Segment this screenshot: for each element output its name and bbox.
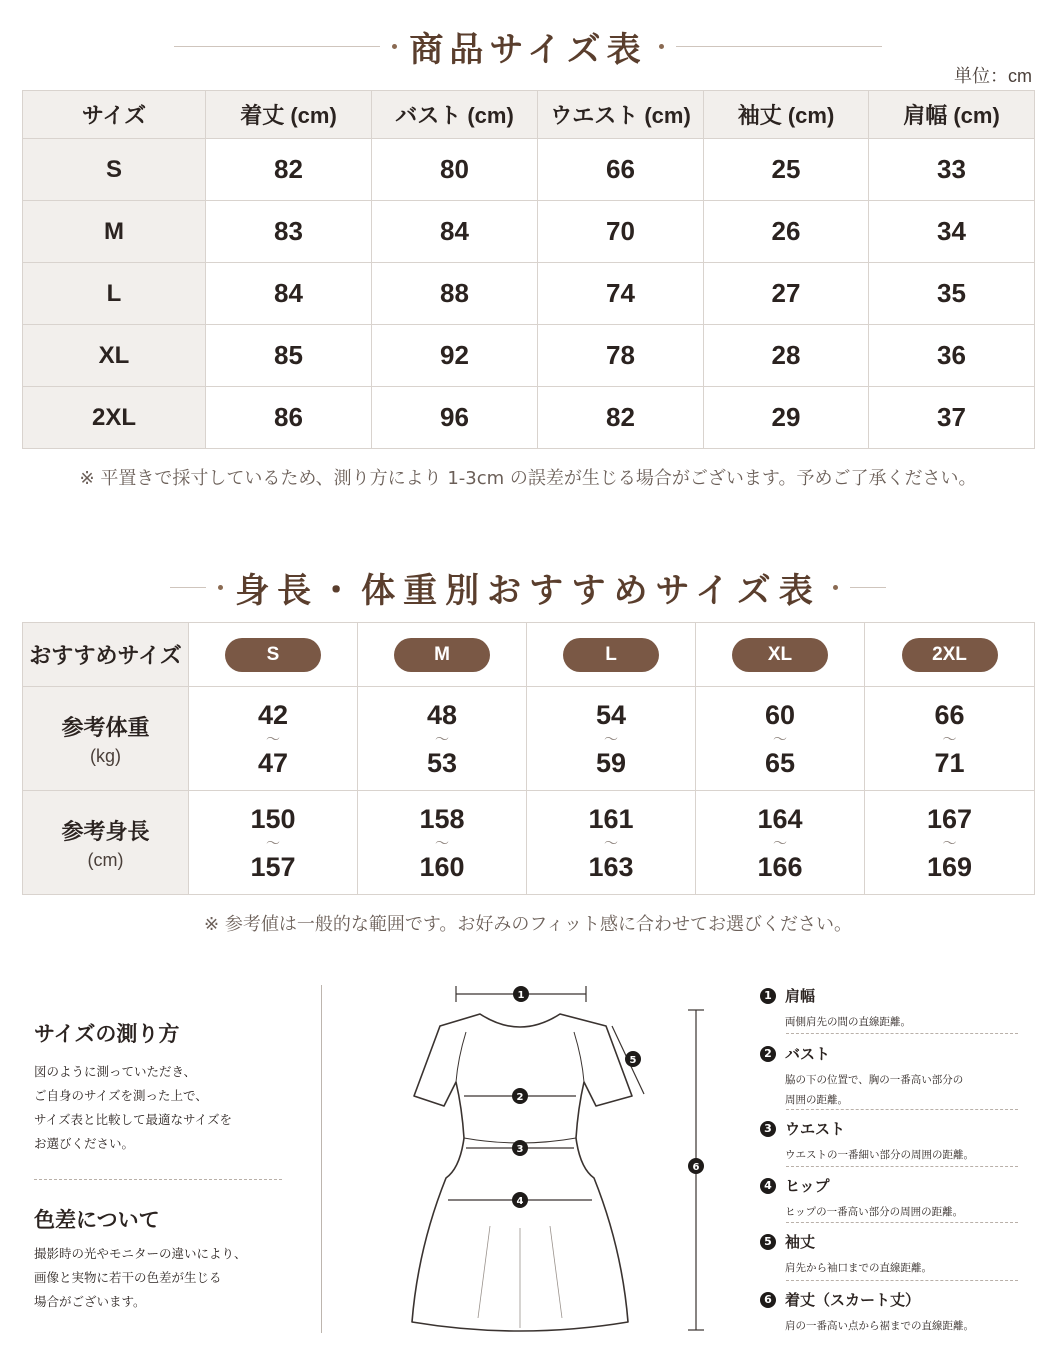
table-cell: 80: [372, 139, 538, 201]
divider: [786, 1109, 1018, 1110]
range-max: 166: [757, 851, 803, 882]
range-separator: ～: [773, 730, 787, 747]
divider: [34, 1179, 282, 1180]
table-cell: 96: [372, 387, 538, 449]
range-separator: ～: [604, 730, 618, 747]
range-separator: ～: [435, 730, 449, 747]
header-cell: ウエスト (cm): [538, 91, 704, 139]
divider: [174, 46, 380, 47]
table-cell: 85: [206, 325, 372, 387]
size-label: 2XL: [23, 387, 206, 449]
table-cell: 29: [704, 387, 869, 449]
table-header-row: [23, 91, 1035, 139]
divider: [786, 1166, 1018, 1167]
range-cell: [865, 791, 1035, 895]
divider: [850, 587, 886, 588]
table-row: [23, 139, 1035, 201]
legend-desc: 両側肩先の間の直線距離。: [785, 1016, 911, 1028]
range-cell: [696, 687, 865, 791]
legend-item: [760, 1289, 1020, 1336]
table-cell: 28: [704, 325, 869, 387]
range-min: 48: [426, 699, 458, 730]
marker-1-icon: [513, 986, 529, 1002]
table-row: [23, 263, 1035, 325]
recommend-title: 身長・体重別おすすめサイズ表: [235, 570, 821, 611]
legend-title: バスト: [785, 1045, 831, 1063]
range-cell: [358, 791, 527, 895]
table-cell: 83: [206, 201, 372, 263]
range-separator: ～: [435, 834, 449, 851]
table-cell: 82: [538, 387, 704, 449]
marker-label: 2: [516, 1092, 524, 1103]
range-cell: [696, 791, 865, 895]
legend-title: 肩幅: [785, 987, 816, 1005]
marker-5-icon: [625, 1051, 641, 1067]
header-cell: バスト (cm): [372, 91, 538, 139]
legend-item: [760, 985, 1020, 1032]
header-cell: サイズ: [23, 91, 206, 139]
range-separator: ～: [266, 834, 280, 851]
table-cell: 36: [869, 325, 1035, 387]
range-separator: ～: [604, 834, 618, 851]
legend-item: [760, 1175, 1020, 1222]
size-label: M: [23, 201, 206, 263]
divider: [676, 46, 882, 47]
marker-label: 6: [692, 1162, 700, 1173]
table-cell: 37: [869, 387, 1035, 449]
size-chart-title-row: [0, 22, 1056, 70]
size-label: XL: [23, 325, 206, 387]
range-min: 66: [934, 699, 965, 730]
number-4-icon: 4: [760, 1178, 776, 1194]
range-cell: [189, 687, 358, 791]
size-pill: XL: [732, 638, 828, 672]
ornament-dot: [392, 44, 397, 49]
legend-desc: 肩先から袖口までの直線距離。: [785, 1262, 932, 1274]
marker-2-icon: [512, 1088, 528, 1104]
reference-note: ※ 参考値は一般的な範囲です。お好みのフィット感に合わせてお選びください。: [204, 914, 852, 935]
table-cell: 70: [538, 201, 704, 263]
legend-title: ヒップ: [785, 1177, 830, 1195]
table-row: [23, 325, 1035, 387]
unit-note: 単位：cm: [954, 66, 1032, 86]
ornament-dot: [218, 585, 223, 590]
size-pill: 2XL: [902, 638, 998, 672]
number-5-icon: 5: [760, 1234, 776, 1250]
range-cell: [189, 791, 358, 895]
table-cell: [865, 623, 1035, 687]
table-cell: 27: [704, 263, 869, 325]
height-label-cell: [23, 791, 189, 895]
legend-title: ウエスト: [785, 1120, 846, 1138]
range-min: 161: [588, 803, 634, 834]
color-diff-title: 色差について: [34, 1208, 160, 1232]
size-pill-row: [23, 623, 1035, 687]
range-max: 157: [250, 851, 296, 882]
legend-desc: ヒップの一番高い部分の周囲の距離。: [785, 1206, 964, 1218]
marker-label: 1: [517, 990, 525, 1001]
marker-label: 3: [516, 1144, 524, 1155]
height-unit: (cm): [87, 849, 124, 870]
table-cell: 35: [869, 263, 1035, 325]
divider: [786, 1222, 1018, 1223]
dress-measurement-diagram: [400, 978, 730, 1336]
color-diff-text: 撮影時の光やモニターの違いにより、 画像と実物に若干の色差が生じる 場合がございます。: [34, 1246, 247, 1309]
range-separator: ～: [773, 834, 787, 851]
table-cell: [527, 623, 696, 687]
header-cell: 袖丈 (cm): [704, 91, 869, 139]
range-min: 164: [757, 803, 803, 834]
range-max: 169: [926, 851, 973, 882]
ornament-dot: [833, 585, 838, 590]
table-cell: 26: [704, 201, 869, 263]
range-cell: [527, 791, 696, 895]
table-cell: 33: [869, 139, 1035, 201]
number-2-icon: 2: [760, 1046, 776, 1062]
table-cell: 92: [372, 325, 538, 387]
range-max: 47: [257, 747, 289, 778]
divider: [321, 985, 322, 1333]
range-separator: ～: [942, 730, 957, 747]
measurement-note: ※ 平置きで採寸しているため、測り方により 1-3cm の誤差が生じる場合がございます。予めご了承ください。: [79, 468, 977, 489]
table-cell: 34: [869, 201, 1035, 263]
legend-item: [760, 1118, 1020, 1165]
size-table: [22, 90, 1035, 449]
number-6-icon: 6: [760, 1292, 776, 1308]
table-cell: 88: [372, 263, 538, 325]
range-max: 71: [934, 747, 965, 778]
range-min: 158: [419, 803, 465, 834]
dress-outline: [412, 1014, 632, 1331]
range-separator: ～: [942, 834, 957, 851]
weight-row: [23, 687, 1035, 791]
header-cell: 肩幅 (cm): [869, 91, 1035, 139]
legend-item: [760, 1231, 1020, 1278]
header-cell: 着丈 (cm): [206, 91, 372, 139]
ornament-dot: [659, 44, 664, 49]
range-cell: [865, 687, 1035, 791]
table-cell: [189, 623, 358, 687]
marker-label: 5: [629, 1055, 637, 1066]
marker-3-icon: [512, 1140, 528, 1156]
size-label: S: [23, 139, 206, 201]
marker-4-icon: [512, 1192, 528, 1208]
range-cell: [358, 687, 527, 791]
table-cell: 86: [206, 387, 372, 449]
size-pill: L: [563, 638, 659, 672]
howto-text: 図のように測っていただき、 ご自身のサイズを測った上で、 サイズ表と比較して最適なサイズを お選びください。: [34, 1064, 233, 1151]
recommend-size-label: おすすめサイズ: [23, 623, 189, 687]
divider: [170, 587, 206, 588]
legend-desc: ウエストの一番細い部分の周囲の距離。: [785, 1149, 974, 1161]
range-max: 65: [764, 747, 796, 778]
table-cell: 25: [704, 139, 869, 201]
height-label: 参考身長: [61, 818, 150, 844]
weight-label-cell: [23, 687, 189, 791]
range-max: 59: [595, 747, 627, 778]
table-cell: 84: [372, 201, 538, 263]
range-min: 54: [595, 699, 627, 730]
size-pill: S: [225, 638, 321, 672]
range-separator: ～: [266, 730, 280, 747]
weight-label: 参考体重: [61, 714, 150, 740]
recommend-title-row: [0, 562, 1056, 612]
table-cell: 78: [538, 325, 704, 387]
range-max: 53: [426, 747, 458, 778]
table-cell: [358, 623, 527, 687]
legend-desc: 脇の下の位置で、胸の一番高い部分の 周囲の距離。: [785, 1074, 964, 1106]
marker-6-icon: [688, 1158, 704, 1174]
size-chart-title: 商品サイズ表: [409, 29, 647, 70]
legend-desc: 肩の一番高い点から裾までの直線距離。: [785, 1320, 974, 1332]
table-cell: 82: [206, 139, 372, 201]
range-cell: [527, 687, 696, 791]
howto-title: サイズの測り方: [34, 1022, 180, 1046]
legend-title: 袖丈: [785, 1233, 816, 1251]
number-1-icon: 1: [760, 988, 776, 1004]
legend-item: [760, 1043, 1020, 1110]
height-row: [23, 791, 1035, 895]
range-min: 167: [926, 803, 973, 834]
range-min: 42: [257, 699, 289, 730]
divider: [786, 1280, 1018, 1281]
size-label: L: [23, 263, 206, 325]
table-cell: [696, 623, 865, 687]
size-pill: M: [394, 638, 490, 672]
table-cell: 66: [538, 139, 704, 201]
range-min: 150: [250, 803, 296, 834]
table-cell: 84: [206, 263, 372, 325]
range-max: 160: [419, 851, 465, 882]
range-max: 163: [588, 851, 634, 882]
number-3-icon: 3: [760, 1121, 776, 1137]
marker-label: 4: [516, 1196, 524, 1207]
range-min: 60: [764, 699, 796, 730]
table-row: [23, 387, 1035, 449]
weight-unit: (kg): [90, 745, 121, 766]
table-cell: 74: [538, 263, 704, 325]
divider: [786, 1033, 1018, 1034]
recommend-table: [22, 622, 1035, 895]
table-row: [23, 201, 1035, 263]
legend-title: 着丈（スカート丈）: [785, 1291, 921, 1309]
